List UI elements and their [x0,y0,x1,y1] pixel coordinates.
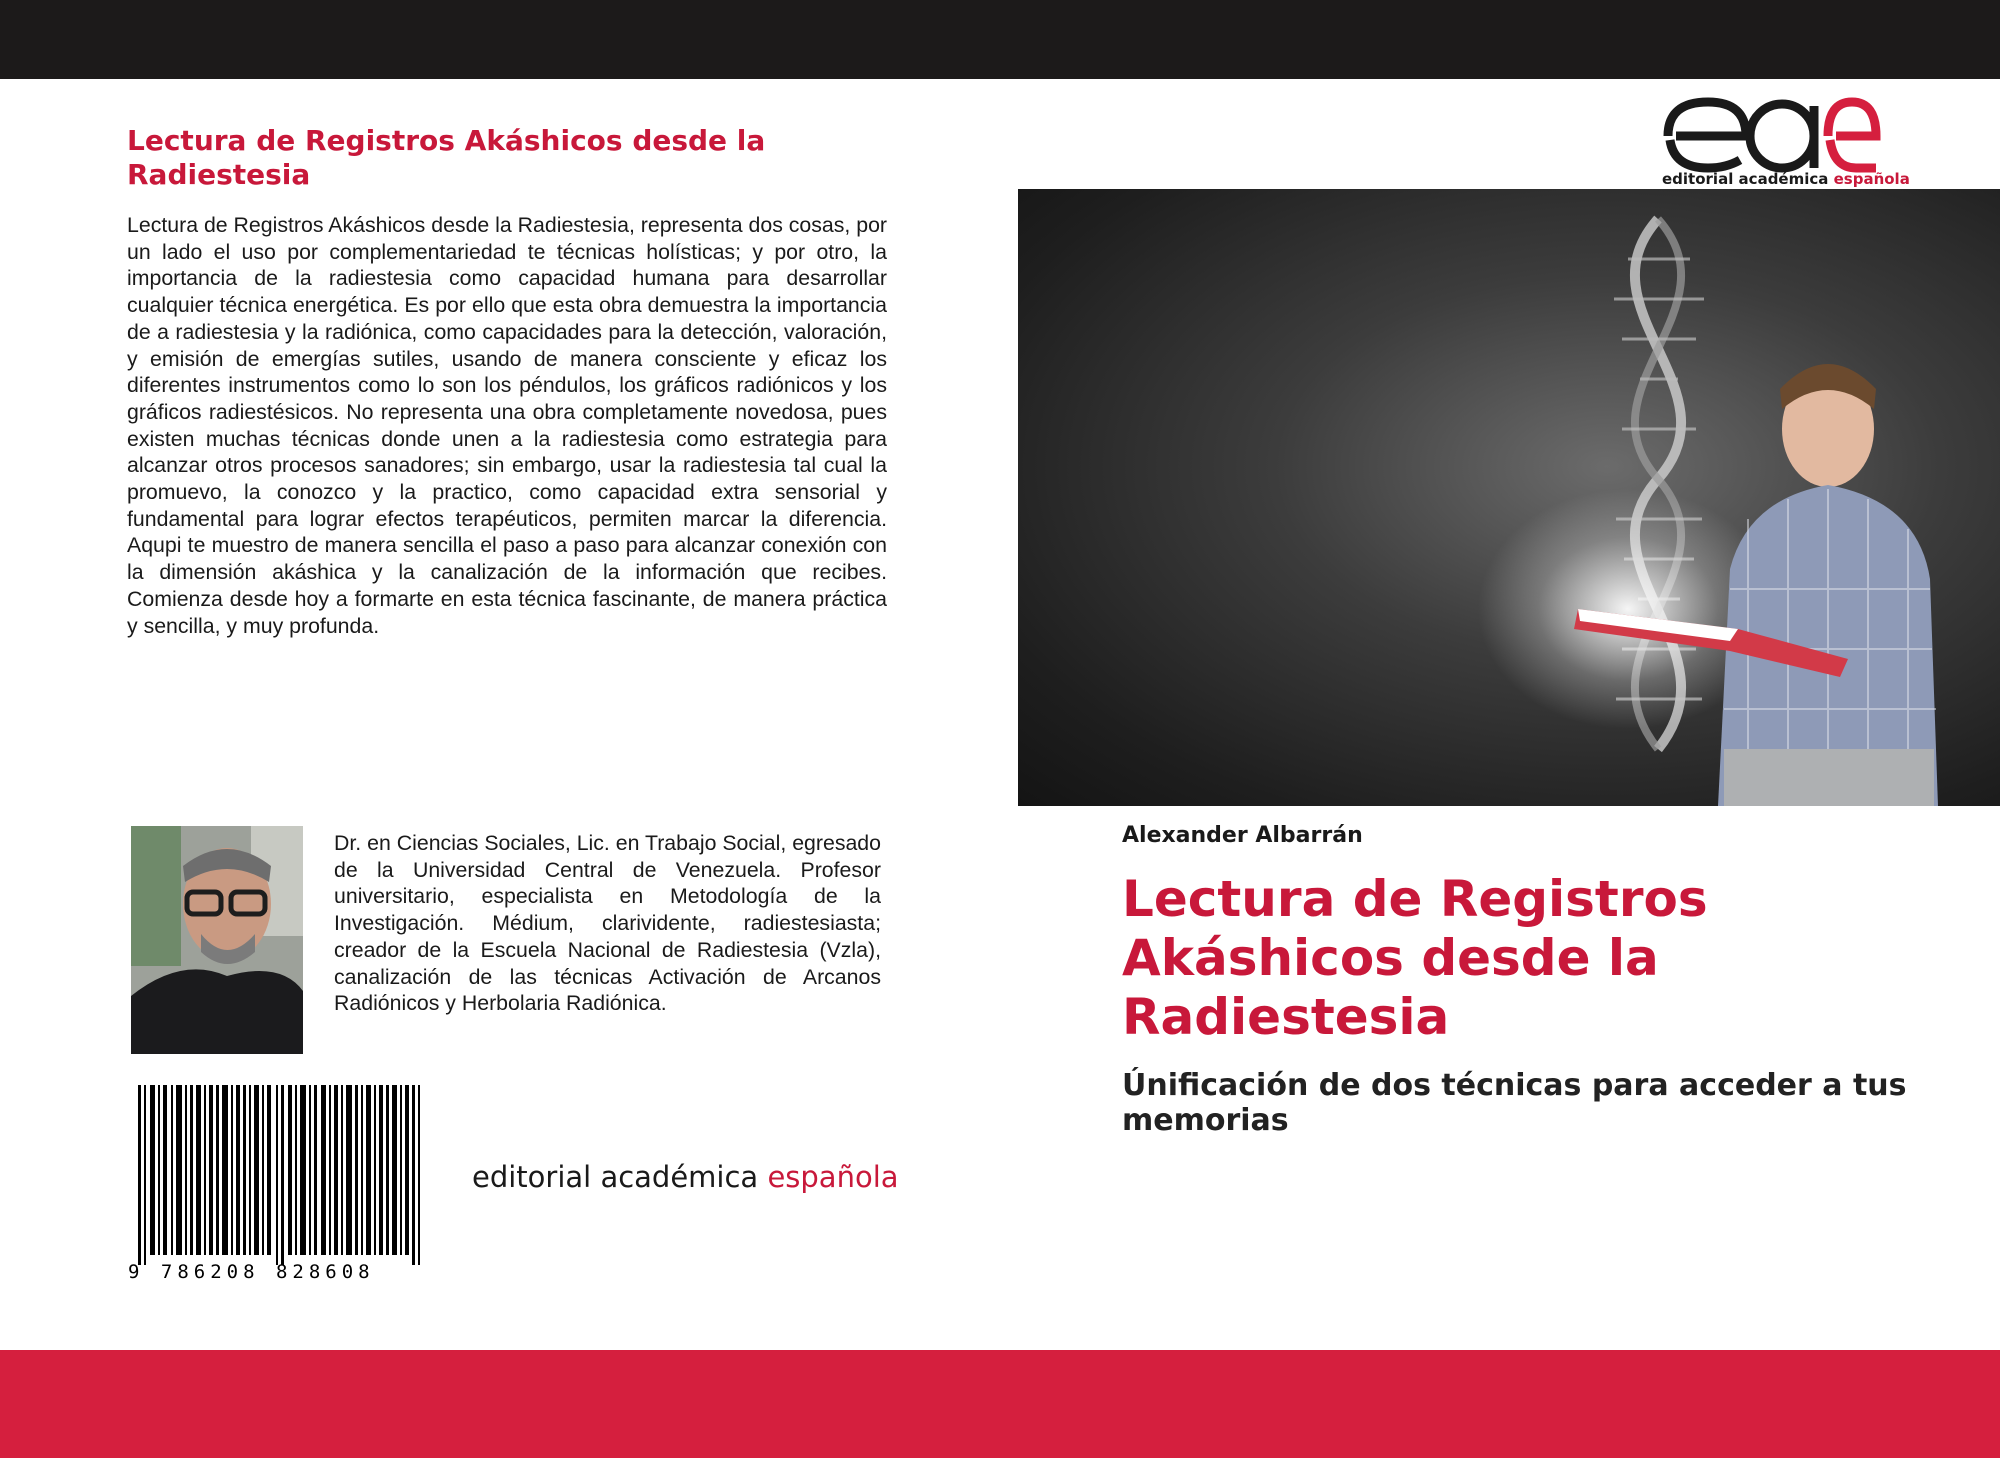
author-bio: Dr. en Ciencias Sociales, Lic. en Trabajo Social, egresado de la Universidad Central de Venezuela. Profesor universitario, especialista en Metodología de la Investigación. Médium, clarividente, radiestesiasta; creador de la Escuela Nacional de Radiestesia (Vzla), canalización de las técnicas Activación de Arcanos Radiónicos y Herbolaria Radiónica. [334,831,881,1016]
front-author: Alexander Albarrán [1122,823,1363,848]
back-cover-title: Lectura de Registros Akáshicos desde la Radiestesia [127,124,766,191]
publisher-logo-text [1662,170,1910,188]
front-title: Lectura de Registros Akáshicos desde la Radiestesia [1122,870,1708,1046]
isbn-barcode [128,1085,458,1287]
author-photo [131,826,303,1054]
back-imprint-main: editorial académica [472,1160,768,1194]
bottom-band [0,1350,2000,1458]
back-imprint-accent: española [767,1160,899,1194]
back-imprint [472,1160,899,1194]
back-cover-blurb: Lectura de Registros Akáshicos desde la Radiestesia, representa dos cosas, por un lado el uso por complementariedad te técnicas holísticas; y por otro, la importancia de la radiestesia como capacidad humana para desarrollar cualquier técnica energética. Es por ello que esta obra demuestra la importancia de a radiestesia y la radiónica, como capacidades para la detección, valoración, y emisión de emergías sutiles, usando de manera consciente y eficaz los diferentes instrumentos como lo son los péndulos, los gráficos radiónicos y los gráficos radiestésicos. No representa una obra completamente novedosa, pues existen muchas técnicas donde unen a la radiestesia como estrategia para alcanzar otros procesos sanadores; sin embargo, usar la radiestesia tal cual la promuevo, la conozco y la practico, como capacidad extra sensorial y fundamental para lograr efectos terapéuticos, permiten marcar la diferencia. Aqupi te muestro de manera sencilla el paso a paso para alcanzar conexión con la dimensión akáshica y la canalización de la información que recibes. Comienza desde hoy a formarte en esta técnica fascinante, de manera práctica y sencilla, y muy profunda. [127,213,888,638]
isbn-digits: 9 786208 828608 [128,1261,375,1283]
top-band [0,0,2000,79]
cover-illustration [1018,189,2000,806]
logo-text-accent: española [1833,170,1910,188]
logo-text-main: editorial académica [1662,170,1834,188]
front-subtitle: Únificación de dos técnicas para acceder a tus memorias [1122,1068,1907,1138]
